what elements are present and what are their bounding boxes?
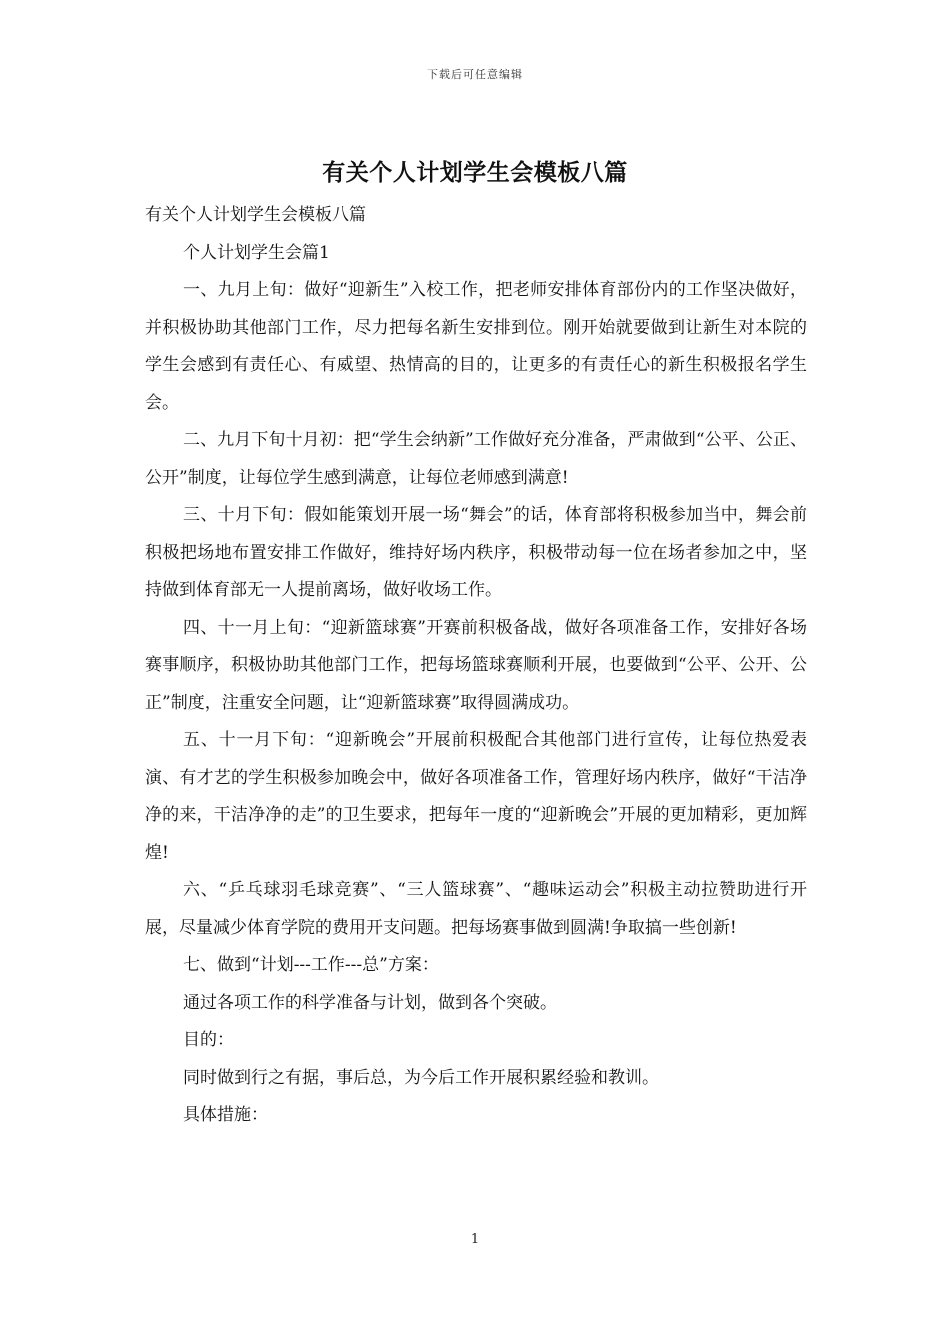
paragraph-item-1: 一、九月上旬：做好“迎新生”入校工作，把老师安排体育部份内的工作坚决做好，并积极协助其他部门工作，尽力把每名新生安排到位。刚开始就要做到让新生对本院的学生会感到有责任心、有威望、热情高的目的，让更多的有责任心的新生积极报名学生会。 bbox=[145, 280, 807, 413]
paragraph-line: 通过各项工作的科学准备与计划，做到各个突破。 bbox=[183, 992, 557, 1013]
document-body bbox=[145, 197, 807, 1135]
paragraph-line: 具体措施： bbox=[183, 1105, 268, 1125]
paragraph-subtitle: 有关个人计划学生会模板八篇 bbox=[145, 205, 366, 225]
page-number: 1 bbox=[470, 1232, 480, 1247]
paragraph-item-7: 七、做到“计划---工作---总”方案： bbox=[183, 955, 439, 975]
document-title: 有关个人计划学生会模板八篇 bbox=[322, 160, 628, 186]
paragraph-item-6: 六、“乒乓球羽毛球竞赛”、“三人篮球赛”、“趣味运动会”积极主动拉赞助进行开展，尽量减少体育学院的费用开支问题。把每场赛事做到圆满!争取搞一些创新! bbox=[145, 880, 807, 938]
paragraph-section-heading: 个人计划学生会篇1 bbox=[183, 242, 330, 263]
paragraph-line: 同时做到行之有据，事后总，为今后工作开展积累经验和教训。 bbox=[183, 1067, 659, 1088]
paragraph-item-4: 四、十一月上旬：“迎新篮球赛”开赛前积极备战，做好各项准备工作，安排好各场赛事顺序，积极协助其他部门工作，把每场篮球赛顺利开展，也要做到“公平、公开、公正”制度，注重安全问题，让“迎新篮球赛”取得圆满成功。 bbox=[145, 617, 807, 713]
paragraph-line: 目的： bbox=[183, 1030, 234, 1050]
paragraph-item-2: 二、九月下旬十月初：把“学生会纳新”工作做好充分准备，严肃做到“公平、公正、公开”制度，让每位学生感到满意，让每位老师感到满意! bbox=[145, 430, 807, 488]
header-note: 下载后可任意编辑 bbox=[427, 68, 523, 81]
paragraph-item-3: 三、十月下旬：假如能策划开展一场“舞会”的话，体育部将积极参加当中，舞会前积极把场地布置安排工作做好，维持好场内秩序，积极带动每一位在场者参加之中，坚持做到体育部无一人提前离场，做好收场工作。 bbox=[145, 505, 807, 600]
paragraph-item-5: 五、十一月下旬：“迎新晚会”开展前积极配合其他部门进行宣传，让每位热爱表演、有才艺的学生积极参加晚会中，做好各项准备工作，管理好场内秩序，做好“干洁净净的来，干洁净净的走”的卫生要求，把每年一度的“迎新晚会”开展的更加精彩，更加辉煌! bbox=[145, 730, 807, 863]
